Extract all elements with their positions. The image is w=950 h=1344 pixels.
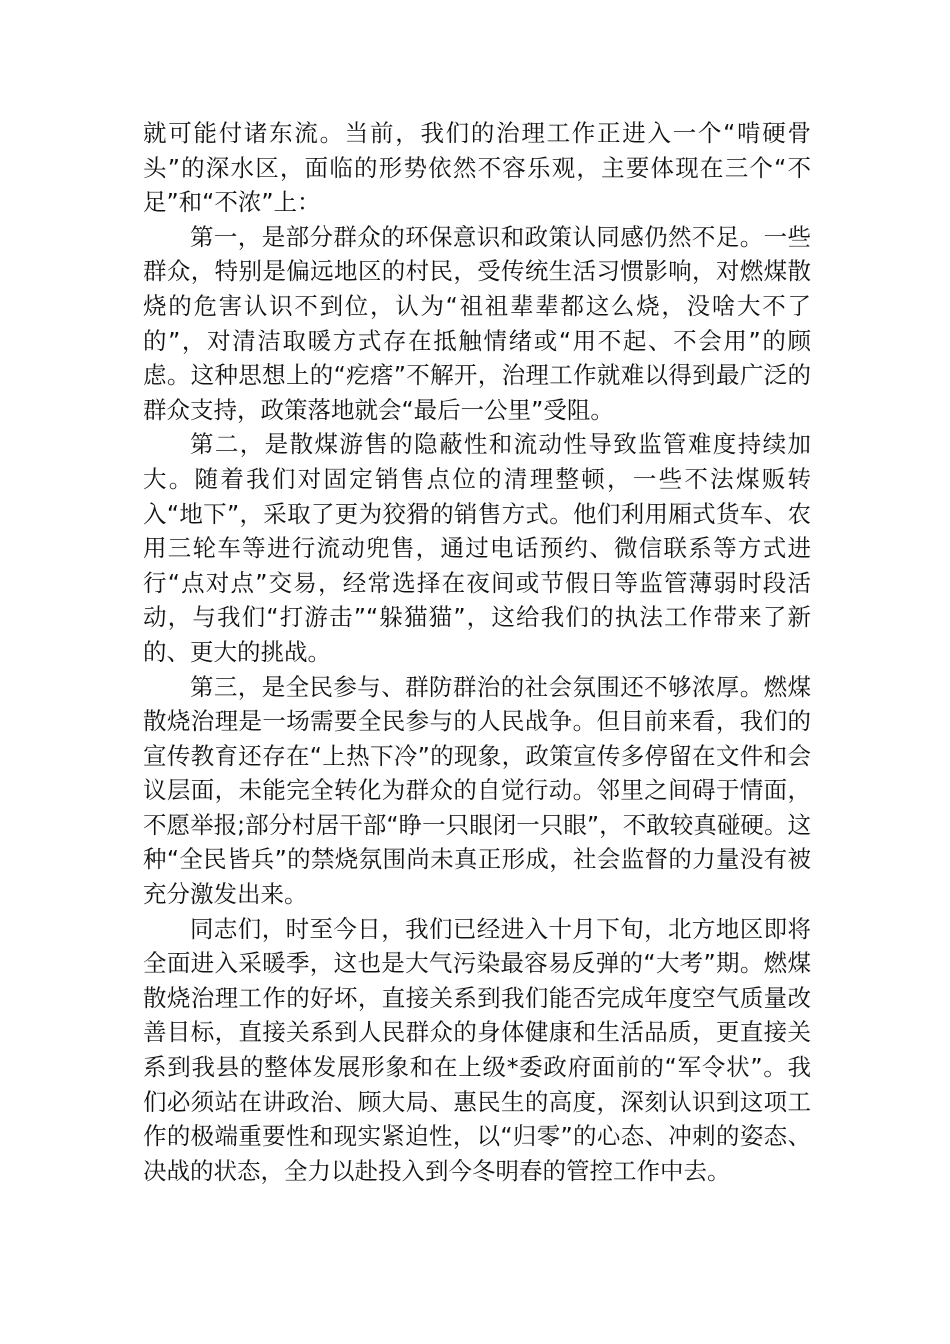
document-body (143, 116, 811, 1188)
paragraph-continuation: 就可能付诸东流。当前，我们的治理工作正进入一个“啃硬骨头”的深水区，面临的形势依然不容乐观，主要体现在三个“不足”和“不浓”上： (143, 119, 811, 217)
paragraph-conclusion: 同志们，时至今日，我们已经进入十月下旬，北方地区即将全面进入采暖季，这也是大气污染最容易反弹的“大考”期。燃煤散烧治理工作的好坏，直接关系到我们能否完成年度空气质量改善目标，直接关系到人民群众的身体健康和生活品质，更直接关系到我县的整体发展形象和在上级*委政府面前的“军令状”。我们必须站在讲政治、顾大局、惠民生的高度，深刻认识到这项工作的极端重要性和现实紧迫性，以“归零”的心态、冲刺的姿态、决战的状态，全力以赴投入到今冬明春的管控工作中去。 (143, 914, 811, 1185)
paragraph-first-point: 第一，是部分群众的环保意识和政策认同感仍然不足。一些群众，特别是偏远地区的村民，受传统生活习惯影响，对燃煤散烧的危害认识不到位，认为“祖祖辈辈都这么烧，没啥大不了的”，对清洁取暖方式存在抵触情绪或“用不起、不会用”的顾虑。这种思想上的“疙瘩”不解开，治理工作就难以得到最广泛的群众支持，政策落地就会“最后一公里”受阻。 (143, 222, 811, 424)
paragraph-second-point: 第二，是散煤游售的隐蔽性和流动性导致监管难度持续加大。随着我们对固定销售点位的清理整顿，一些不法煤贩转入“地下”，采取了更为狡猾的销售方式。他们利用厢式货车、农用三轮车等进行流动兜售，通过电话预约、微信联系等方式进行“点对点”交易，经常选择在夜间或节假日等监管薄弱时段活动，与我们“打游击”“躲猫猫”，这给我们的执法工作带来了新的、更大的挑战。 (143, 430, 811, 666)
paragraph-third-point: 第三，是全民参与、群防群治的社会氛围还不够浓厚。燃煤散烧治理是一场需要全民参与的人民战争。但目前来看，我们的宣传教育还存在“上热下冷”的现象，政策宣传多停留在文件和会议层面，未能完全转化为群众的自觉行动。邻里之间碍于情面，不愿举报;部分村居干部“睁一只眼闭一只眼”，不敢较真碰硬。这种“全民皆兵”的禁烧氛围尚未真正形成，社会监督的力量没有被充分激发出来。 (143, 672, 811, 909)
